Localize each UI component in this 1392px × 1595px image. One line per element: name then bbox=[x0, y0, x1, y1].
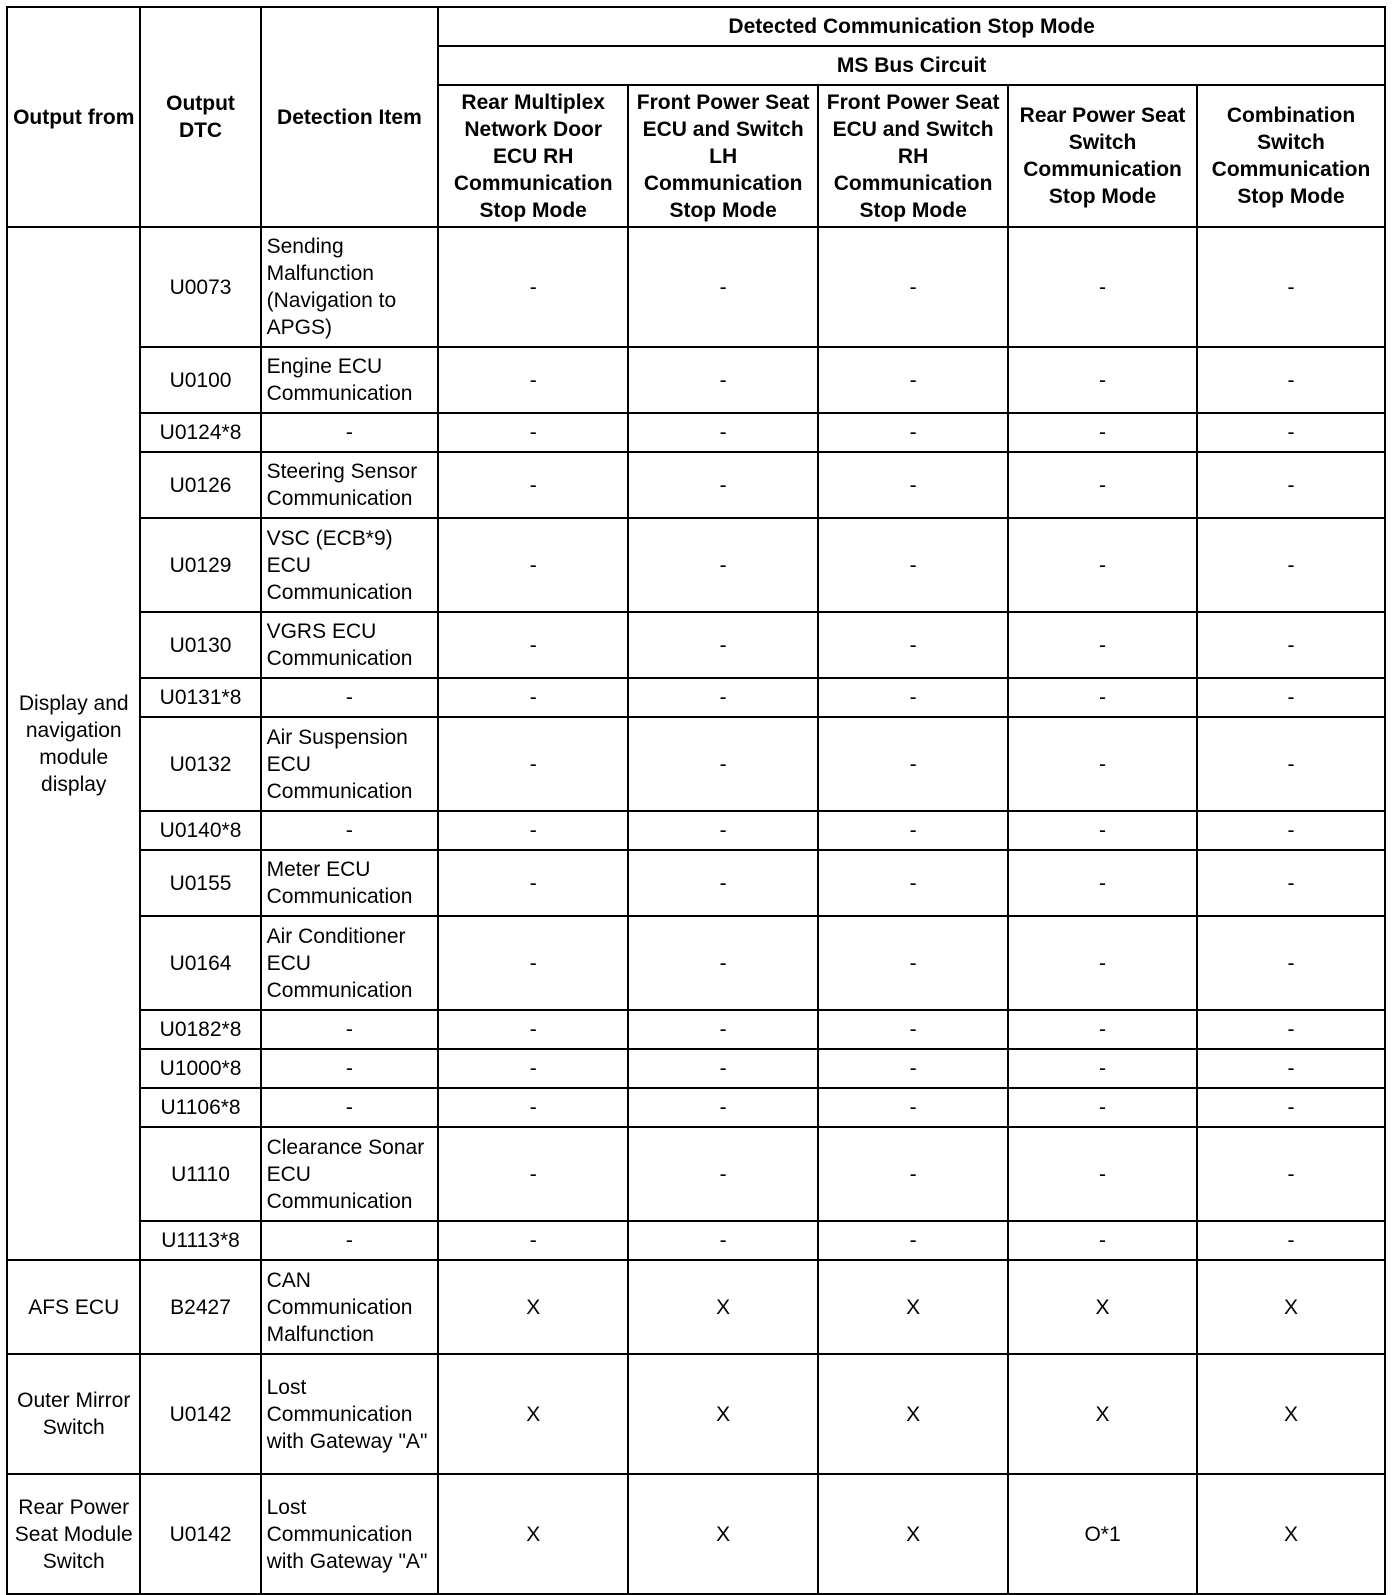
value-cell: X bbox=[1008, 1354, 1197, 1474]
value-cell: - bbox=[818, 678, 1008, 717]
value-cell: - bbox=[438, 717, 628, 811]
value-cell: - bbox=[1008, 1221, 1197, 1260]
dtc-cell: U0182*8 bbox=[140, 1010, 260, 1049]
value-cell: - bbox=[1197, 1088, 1385, 1127]
dtc-cell: U0132 bbox=[140, 717, 260, 811]
value-cell: - bbox=[628, 1049, 818, 1088]
value-cell: X bbox=[438, 1354, 628, 1474]
header-column: Rear Multiplex Network Door ECU RH Communication Stop Mode bbox=[438, 85, 628, 227]
value-cell: - bbox=[438, 347, 628, 413]
value-cell: - bbox=[628, 518, 818, 612]
value-cell: - bbox=[1008, 452, 1197, 518]
value-cell: - bbox=[628, 678, 818, 717]
value-cell: - bbox=[1008, 717, 1197, 811]
detection-item-cell: Air Suspension ECU Communication bbox=[261, 717, 439, 811]
table-row bbox=[7, 227, 1385, 347]
value-cell: - bbox=[1008, 518, 1197, 612]
value-cell: - bbox=[818, 413, 1008, 452]
value-cell: - bbox=[438, 1010, 628, 1049]
output-from-cell: Outer Mirror Switch bbox=[7, 1354, 140, 1474]
value-cell: - bbox=[1197, 717, 1385, 811]
value-cell: - bbox=[818, 1127, 1008, 1221]
value-cell: - bbox=[818, 518, 1008, 612]
value-cell: - bbox=[1008, 227, 1197, 347]
header-column: Front Power Seat ECU and Switch LH Communication Stop Mode bbox=[628, 85, 818, 227]
table-row bbox=[7, 1474, 1385, 1594]
value-cell: - bbox=[1197, 1127, 1385, 1221]
value-cell: - bbox=[1197, 518, 1385, 612]
value-cell: - bbox=[628, 612, 818, 678]
output-from-cell: AFS ECU bbox=[7, 1260, 140, 1354]
value-cell: - bbox=[1197, 678, 1385, 717]
dtc-cell: U0142 bbox=[140, 1354, 260, 1474]
value-cell: - bbox=[1197, 1049, 1385, 1088]
dtc-cell: U1110 bbox=[140, 1127, 260, 1221]
value-cell: - bbox=[628, 1088, 818, 1127]
value-cell: - bbox=[818, 811, 1008, 850]
dtc-cell: U0155 bbox=[140, 850, 260, 916]
detection-item-cell: - bbox=[261, 1010, 439, 1049]
value-cell: - bbox=[1197, 1221, 1385, 1260]
detection-item-cell: - bbox=[261, 413, 439, 452]
table-row bbox=[7, 850, 1385, 916]
table-row bbox=[7, 1049, 1385, 1088]
value-cell: - bbox=[1008, 413, 1197, 452]
dtc-cell: U1106*8 bbox=[140, 1088, 260, 1127]
table-row bbox=[7, 347, 1385, 413]
detection-item-cell: Steering Sensor Communication bbox=[261, 452, 439, 518]
value-cell: - bbox=[1008, 612, 1197, 678]
dtc-cell: U0129 bbox=[140, 518, 260, 612]
value-cell: - bbox=[1197, 612, 1385, 678]
value-cell: - bbox=[628, 811, 818, 850]
detection-item-cell: Air Conditioner ECU Communication bbox=[261, 916, 439, 1010]
value-cell: X bbox=[628, 1354, 818, 1474]
value-cell: - bbox=[628, 1221, 818, 1260]
header-detection-item: Detection Item bbox=[261, 7, 439, 227]
value-cell: - bbox=[1197, 347, 1385, 413]
value-cell: - bbox=[628, 413, 818, 452]
table-row bbox=[7, 1127, 1385, 1221]
value-cell: - bbox=[438, 227, 628, 347]
header-output-dtc: Output DTC bbox=[140, 7, 260, 227]
detection-item-cell: Engine ECU Communication bbox=[261, 347, 439, 413]
dtc-cell: U0131*8 bbox=[140, 678, 260, 717]
dtc-cell: U0073 bbox=[140, 227, 260, 347]
header-column: Rear Power Seat Switch Communication Stop Mode bbox=[1008, 85, 1197, 227]
detection-item-cell: VGRS ECU Communication bbox=[261, 612, 439, 678]
value-cell: - bbox=[1197, 916, 1385, 1010]
header-column: Combination Switch Communication Stop Mode bbox=[1197, 85, 1385, 227]
dtc-cell: U0140*8 bbox=[140, 811, 260, 850]
value-cell: - bbox=[818, 452, 1008, 518]
value-cell: - bbox=[1197, 811, 1385, 850]
value-cell: - bbox=[438, 1221, 628, 1260]
value-cell: - bbox=[1197, 452, 1385, 518]
value-cell: X bbox=[438, 1260, 628, 1354]
value-cell: - bbox=[1008, 1049, 1197, 1088]
value-cell: X bbox=[1197, 1354, 1385, 1474]
value-cell: - bbox=[438, 612, 628, 678]
value-cell: - bbox=[818, 227, 1008, 347]
value-cell: - bbox=[818, 1088, 1008, 1127]
value-cell: - bbox=[628, 850, 818, 916]
dtc-communication-table bbox=[6, 6, 1386, 1595]
output-from-cell: Display and navigation module display bbox=[7, 227, 140, 1260]
value-cell: - bbox=[1008, 811, 1197, 850]
value-cell: X bbox=[818, 1354, 1008, 1474]
value-cell: - bbox=[438, 518, 628, 612]
header-output-from: Output from bbox=[7, 7, 140, 227]
detection-item-cell: - bbox=[261, 678, 439, 717]
dtc-cell: U0100 bbox=[140, 347, 260, 413]
dtc-cell: U1000*8 bbox=[140, 1049, 260, 1088]
table-row bbox=[7, 413, 1385, 452]
table-row bbox=[7, 1010, 1385, 1049]
value-cell: - bbox=[818, 612, 1008, 678]
value-cell: - bbox=[818, 850, 1008, 916]
header-bus-circuit: MS Bus Circuit bbox=[438, 46, 1385, 85]
value-cell: - bbox=[1197, 850, 1385, 916]
dtc-cell: U0124*8 bbox=[140, 413, 260, 452]
dtc-cell: U1113*8 bbox=[140, 1221, 260, 1260]
table-row bbox=[7, 717, 1385, 811]
dtc-cell: B2427 bbox=[140, 1260, 260, 1354]
value-cell: - bbox=[1008, 347, 1197, 413]
detection-item-cell: - bbox=[261, 1221, 439, 1260]
value-cell: - bbox=[438, 850, 628, 916]
table-row bbox=[7, 452, 1385, 518]
value-cell: - bbox=[628, 227, 818, 347]
value-cell: - bbox=[628, 1127, 818, 1221]
value-cell: - bbox=[818, 1049, 1008, 1088]
value-cell: X bbox=[1197, 1474, 1385, 1594]
table-row bbox=[7, 678, 1385, 717]
table-row bbox=[7, 612, 1385, 678]
value-cell: - bbox=[1197, 227, 1385, 347]
detection-item-cell: Lost Communication with Gateway "A" bbox=[261, 1354, 439, 1474]
value-cell: - bbox=[628, 1010, 818, 1049]
value-cell: - bbox=[818, 916, 1008, 1010]
value-cell: X bbox=[818, 1474, 1008, 1594]
table-row bbox=[7, 1260, 1385, 1354]
dtc-cell: U0164 bbox=[140, 916, 260, 1010]
value-cell: - bbox=[438, 1049, 628, 1088]
detection-item-cell: - bbox=[261, 811, 439, 850]
output-from-cell: Rear Power Seat Module Switch bbox=[7, 1474, 140, 1594]
header-detected-mode: Detected Communication Stop Mode bbox=[438, 7, 1385, 46]
dtc-cell: U0130 bbox=[140, 612, 260, 678]
detection-item-cell: VSC (ECB*9) ECU Communication bbox=[261, 518, 439, 612]
table-row bbox=[7, 1354, 1385, 1474]
value-cell: X bbox=[628, 1474, 818, 1594]
value-cell: X bbox=[1008, 1260, 1197, 1354]
value-cell: X bbox=[438, 1474, 628, 1594]
value-cell: - bbox=[818, 347, 1008, 413]
table-row bbox=[7, 1088, 1385, 1127]
value-cell: - bbox=[1008, 1127, 1197, 1221]
value-cell: - bbox=[438, 678, 628, 717]
dtc-cell: U0142 bbox=[140, 1474, 260, 1594]
value-cell: - bbox=[1197, 413, 1385, 452]
value-cell: - bbox=[438, 413, 628, 452]
detection-item-cell: Meter ECU Communication bbox=[261, 850, 439, 916]
value-cell: - bbox=[628, 347, 818, 413]
value-cell: - bbox=[438, 1127, 628, 1221]
detection-item-cell: Sending Malfunction (Navigation to APGS) bbox=[261, 227, 439, 347]
detection-item-cell: - bbox=[261, 1049, 439, 1088]
value-cell: - bbox=[628, 916, 818, 1010]
value-cell: - bbox=[438, 811, 628, 850]
detection-item-cell: Clearance Sonar ECU Communication bbox=[261, 1127, 439, 1221]
value-cell: - bbox=[1197, 1010, 1385, 1049]
dtc-cell: U0126 bbox=[140, 452, 260, 518]
value-cell: - bbox=[1008, 916, 1197, 1010]
table-row bbox=[7, 916, 1385, 1010]
value-cell: - bbox=[1008, 850, 1197, 916]
table-row bbox=[7, 518, 1385, 612]
value-cell: - bbox=[628, 452, 818, 518]
value-cell: X bbox=[1197, 1260, 1385, 1354]
value-cell: - bbox=[818, 1010, 1008, 1049]
value-cell: O*1 bbox=[1008, 1474, 1197, 1594]
value-cell: - bbox=[438, 1088, 628, 1127]
value-cell: - bbox=[1008, 1088, 1197, 1127]
value-cell: - bbox=[628, 717, 818, 811]
value-cell: - bbox=[1008, 678, 1197, 717]
value-cell: X bbox=[818, 1260, 1008, 1354]
table-row bbox=[7, 811, 1385, 850]
header-column: Front Power Seat ECU and Switch RH Communication Stop Mode bbox=[818, 85, 1008, 227]
detection-item-cell: - bbox=[261, 1088, 439, 1127]
value-cell: - bbox=[818, 1221, 1008, 1260]
detection-item-cell: CAN Communication Malfunction bbox=[261, 1260, 439, 1354]
value-cell: - bbox=[438, 916, 628, 1010]
value-cell: - bbox=[438, 452, 628, 518]
value-cell: X bbox=[628, 1260, 818, 1354]
detection-item-cell: Lost Communication with Gateway "A" bbox=[261, 1474, 439, 1594]
value-cell: - bbox=[818, 717, 1008, 811]
table-row bbox=[7, 1221, 1385, 1260]
value-cell: - bbox=[1008, 1010, 1197, 1049]
